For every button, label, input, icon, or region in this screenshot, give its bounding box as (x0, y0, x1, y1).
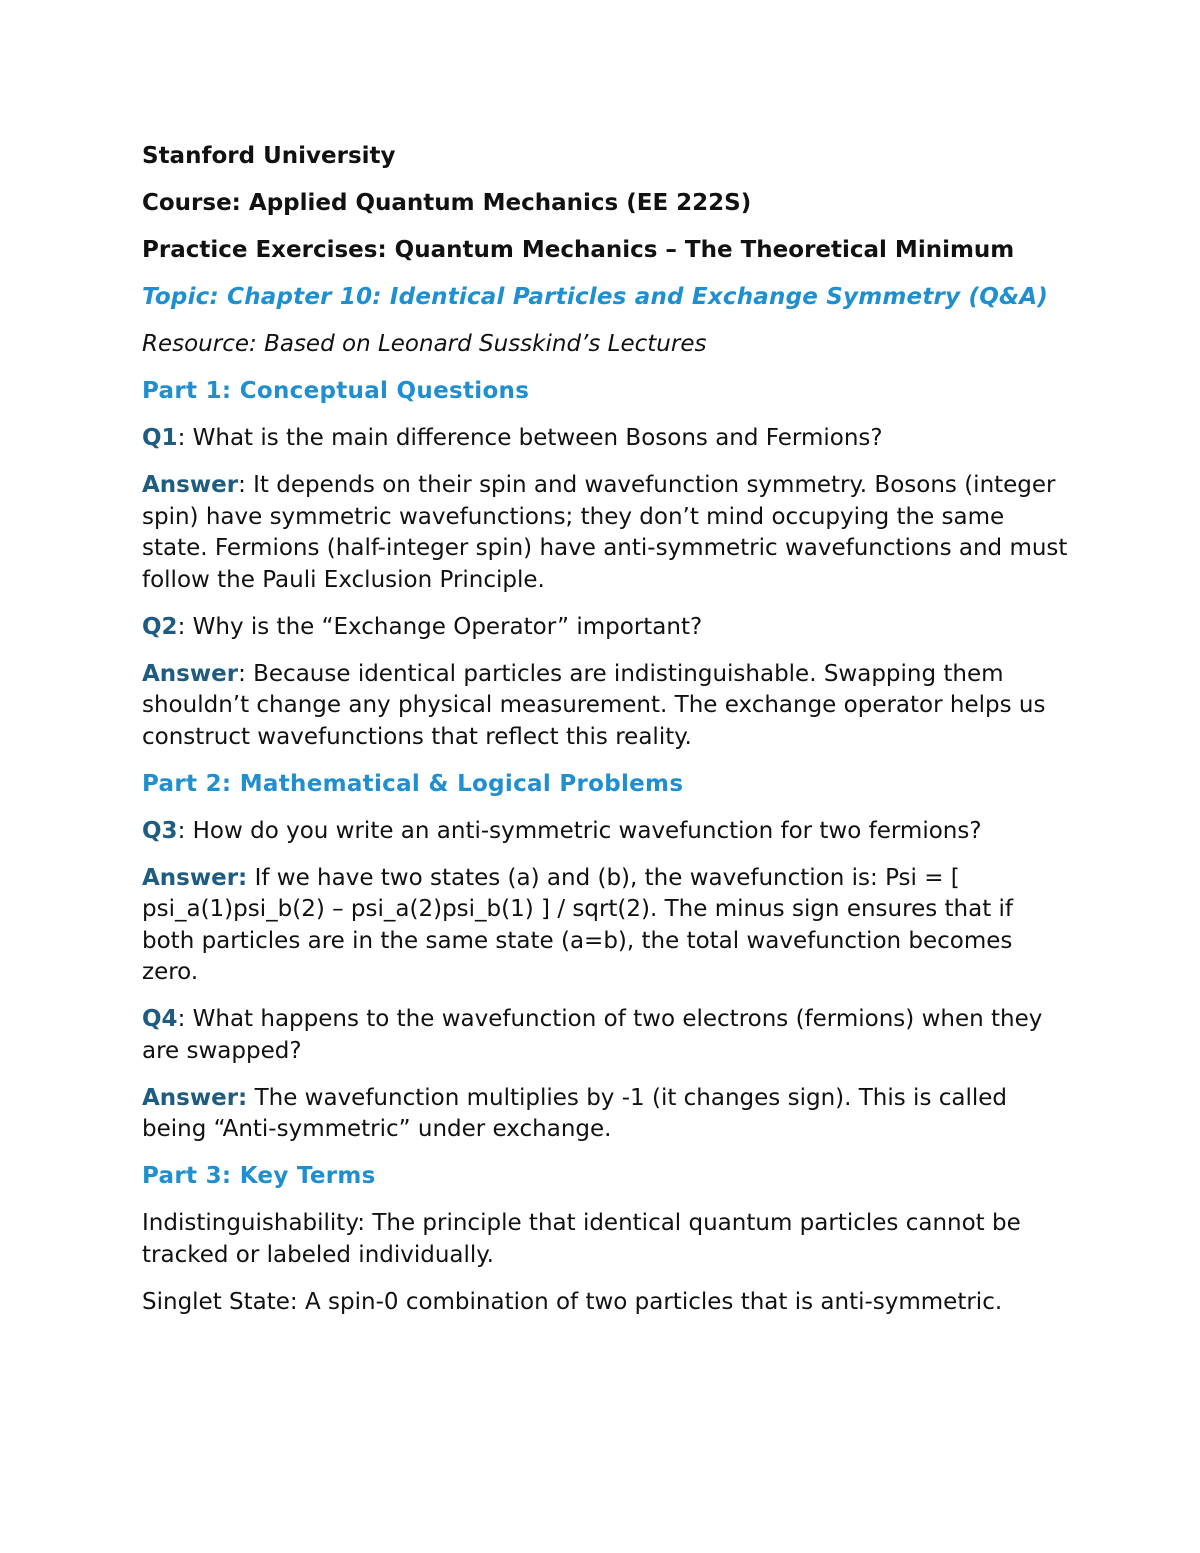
question-q3 (142, 816, 1070, 848)
answer-label: Answer: (142, 864, 248, 891)
answer-text: : Because identical particles are indistinguishable. Swapping them shouldn’t change any physical measurement. The exchange operator helps us construct wavefunctions that reflect this reality. (142, 660, 1046, 750)
answer-label: Answer (142, 472, 239, 498)
answer-text: : It depends on their spin and wavefunction symmetry. Bosons (integer spin) have symmetric wavefunctions; they don’t mind occupying the same state. Fermions (half-integer spin) have anti-symmetric wavefunctions and must follow the Pauli Exclusion Principle. (142, 472, 1068, 593)
key-term-singlet-state: Singlet State: A spin-0 combination of two particles that is anti-symmetric. (142, 1288, 1003, 1315)
answer-q3 (142, 863, 1070, 989)
part-1-heading: Part 1: Conceptual Questions (142, 378, 530, 404)
answer-q4 (142, 1083, 1070, 1146)
answer-text: If we have two states (a) and (b), the wavefunction is: Psi = [ psi_a(1)psi_b(2) – psi_a(2)psi_b(1) ] / sqrt(2). The minus sign ensures that if both particles are in the same state (a=b), the total wavefunction becomes zero. (142, 864, 1014, 985)
question-q1 (142, 423, 1070, 455)
answer-text: The wavefunction multiplies by -1 (it changes sign). This is called being “Anti-symmetric” under exchange. (142, 1084, 1008, 1142)
question-text: : Why is the “Exchange Operator” important? (177, 613, 703, 640)
resource-line: Resource: Based on Leonard Susskind’s Lectures (142, 331, 707, 357)
question-text: : How do you write an anti-symmetric wavefunction for two fermions? (177, 817, 982, 844)
question-text: : What is the main difference between Bosons and Fermions? (177, 425, 883, 451)
key-term-indistinguishability: Indistinguishability: The principle that identical quantum particles cannot be tracked or labeled individually. (142, 1210, 1021, 1268)
question-label: Q4 (142, 1006, 178, 1032)
part-2-heading: Part 2: Mathematical & Logical Problems (142, 770, 684, 797)
topic-heading: Topic: Chapter 10: Identical Particles and Exchange Symmetry (Q&A) (142, 284, 1048, 310)
part-3-heading: Part 3: Key Terms (142, 1163, 376, 1189)
answer-q1 (142, 470, 1070, 596)
question-label: Q1 (142, 425, 178, 451)
answer-label: Answer: (142, 1084, 248, 1111)
course-title: Course: Applied Quantum Mechanics (EE 222S) (142, 190, 752, 216)
question-label: Q3 (142, 817, 178, 844)
question-text: : What happens to the wavefunction of two electrons (fermions) when they are swapped? (142, 1006, 1043, 1064)
question-q2 (142, 612, 1070, 644)
answer-q2 (142, 659, 1070, 754)
question-label: Q2 (142, 613, 178, 640)
question-q4 (142, 1004, 1070, 1067)
practice-title: Practice Exercises: Quantum Mechanics – The Theoretical Minimum (142, 237, 1015, 263)
answer-label: Answer (142, 660, 239, 687)
university-title: Stanford University (142, 143, 396, 169)
